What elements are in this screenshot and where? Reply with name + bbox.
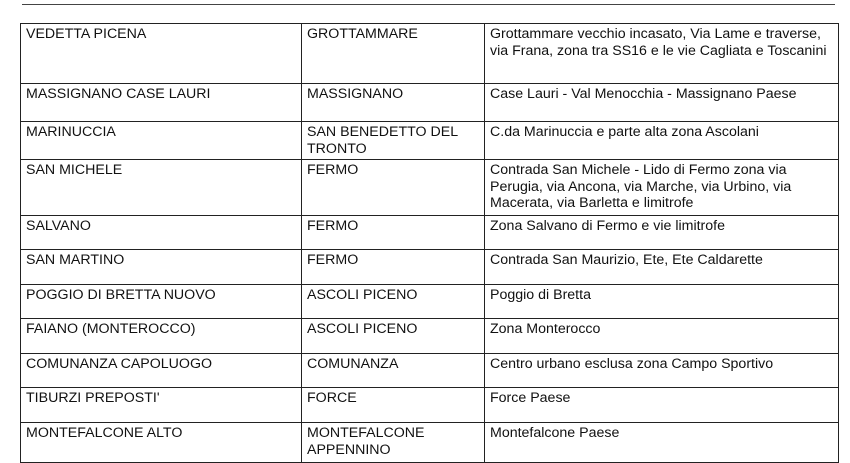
table-row — [21, 24, 839, 84]
cell-comune: MASSIGNANO — [302, 84, 485, 122]
cell-name: POGGIO DI BRETTA NUOVO — [21, 285, 302, 319]
cell-name: TIBURZI PREPOSTI' — [21, 388, 302, 423]
table-row — [21, 122, 839, 160]
cell-zona: Contrada San Michele - Lido di Fermo zona via Perugia, via Ancona, via Marche, via Urbino, via Macerata, via Barletta e limitrofe — [485, 160, 839, 216]
cell-comune: FERMO — [302, 250, 485, 285]
cell-comune: ASCOLI PICENO — [302, 285, 485, 319]
cell-zona: Centro urbano esclusa zona Campo Sportivo — [485, 354, 839, 388]
cell-name: MONTEFALCONE ALTO — [21, 423, 302, 463]
top-divider — [22, 4, 835, 5]
cell-zona: Zona Salvano di Fermo e vie limitrofe — [485, 216, 839, 250]
cell-comune: FORCE — [302, 388, 485, 423]
cell-name: SAN MARTINO — [21, 250, 302, 285]
cell-zona: Force Paese — [485, 388, 839, 423]
cell-comune: GROTTAMMARE — [302, 24, 485, 84]
cell-comune: ASCOLI PICENO — [302, 319, 485, 354]
table-row — [21, 160, 839, 216]
cell-name: FAIANO (MONTEROCCO) — [21, 319, 302, 354]
cell-comune: FERMO — [302, 160, 485, 216]
cell-comune: MONTEFALCONE APPENNINO — [302, 423, 485, 463]
cell-comune: SAN BENEDETTO DEL TRONTO — [302, 122, 485, 160]
cell-name: VEDETTA PICENA — [21, 24, 302, 84]
table-row — [21, 319, 839, 354]
cell-zona: Zona Monterocco — [485, 319, 839, 354]
cell-name: COMUNANZA CAPOLUOGO — [21, 354, 302, 388]
cell-zona: C.da Marinuccia e parte alta zona Ascolani — [485, 122, 839, 160]
cell-name: MASSIGNANO CASE LAURI — [21, 84, 302, 122]
table-row — [21, 285, 839, 319]
cell-comune: COMUNANZA — [302, 354, 485, 388]
table-row — [21, 423, 839, 463]
cell-name: SALVANO — [21, 216, 302, 250]
table-row — [21, 216, 839, 250]
cell-name: SAN MICHELE — [21, 160, 302, 216]
cell-comune: FERMO — [302, 216, 485, 250]
cell-zona: Poggio di Bretta — [485, 285, 839, 319]
table-row — [21, 84, 839, 122]
cell-zona: Contrada San Maurizio, Ete, Ete Caldarette — [485, 250, 839, 285]
cell-name: MARINUCCIA — [21, 122, 302, 160]
cell-zona: Grottammare vecchio incasato, Via Lame e traverse, via Frana, zona tra SS16 e le vie Cagliata e Toscanini — [485, 24, 839, 84]
table-row — [21, 354, 839, 388]
locations-table — [20, 23, 839, 463]
table-row — [21, 250, 839, 285]
cell-zona: Case Lauri - Val Menocchia - Massignano Paese — [485, 84, 839, 122]
table-row — [21, 388, 839, 423]
cell-zona: Montefalcone Paese — [485, 423, 839, 463]
